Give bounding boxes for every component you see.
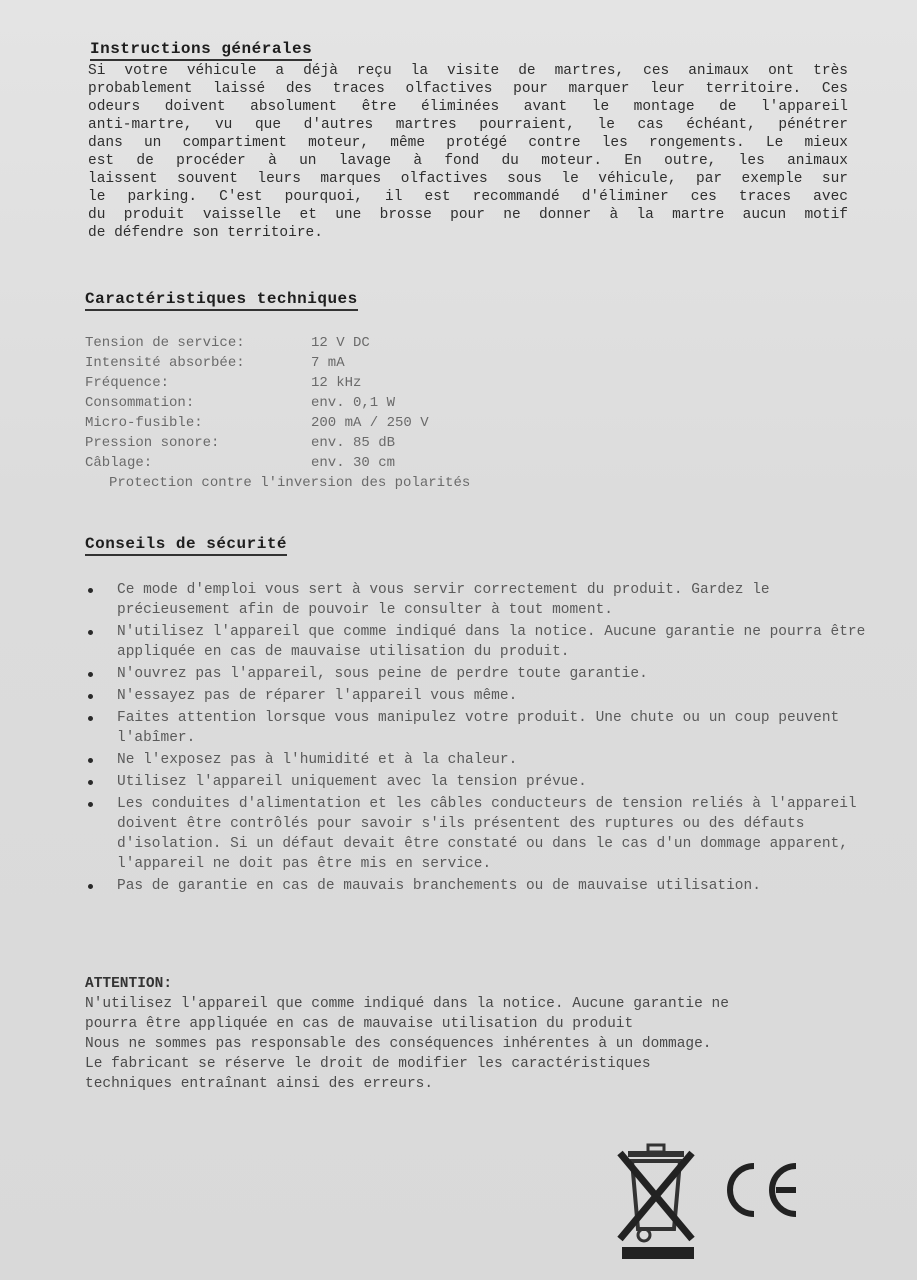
spec-row: [85, 373, 645, 393]
safety-item: Ne l'exposez pas à l'humidité et à la chaleur.: [85, 750, 885, 770]
general-line: est de procéder à un lavage à fond du moteur. En outre, les animaux: [88, 153, 848, 169]
safety-item: Ce mode d'emploi vous sert à vous servir correctement du produit. Gardez le précieusement afin de pouvoir le consulter à tout moment.: [85, 580, 885, 620]
specs-table: [85, 333, 645, 493]
attention-line: Le fabricant se réserve le droit de modifier les caractéristiques: [85, 1056, 651, 1072]
spec-row: [85, 353, 645, 373]
safety-list: [85, 580, 885, 898]
safety-item: Pas de garantie en cas de mauvais branchements ou de mauvaise utilisation.: [85, 876, 885, 896]
spec-label: Pression sonore:: [85, 435, 220, 451]
safety-item: N'essayez pas de réparer l'appareil vous même.: [85, 686, 885, 706]
spec-value: env. 30 cm: [311, 455, 396, 471]
spec-row: [85, 333, 645, 353]
general-instructions-heading: Instructions générales: [90, 40, 312, 61]
general-line: de défendre son territoire.: [88, 225, 323, 241]
spec-label: Micro-fusible:: [85, 415, 203, 431]
spec-label: Consommation:: [85, 395, 195, 411]
attention-line: techniques entraînant ainsi des erreurs.: [85, 1076, 434, 1092]
spec-label: Intensité absorbée:: [85, 355, 245, 371]
crossed-out-wheelie-bin-icon: [614, 1143, 698, 1261]
safety-item: N'utilisez l'appareil que comme indiqué dans la notice. Aucune garantie ne pourra être appliquée en cas de mauvaise utilisation du produit.: [85, 622, 885, 662]
attention-line: N'utilisez l'appareil que comme indiqué dans la notice. Aucune garantie ne: [85, 996, 729, 1012]
spec-value: env. 0,1 W: [311, 395, 396, 411]
general-line: anti-martre, vu que d'autres martres pourraient, le cas échéant, pénétrer: [88, 117, 848, 133]
safety-heading: Conseils de sécurité: [85, 535, 287, 556]
spec-label: Tension de service:: [85, 335, 245, 351]
spec-value: 200 mA / 250 V: [311, 415, 429, 431]
attention-heading: ATTENTION:: [85, 976, 173, 992]
safety-item: Faites attention lorsque vous manipulez votre produit. Une chute ou un coup peuvent l'abîmer.: [85, 708, 885, 748]
general-line: probablement laissé des traces olfactives pour marquer leur territoire. Ces: [88, 81, 848, 97]
spec-row: [85, 453, 645, 473]
safety-item: Les conduites d'alimentation et les câbles conducteurs de tension reliés à l'appareil doivent être contrôlés pour savoir s'ils présentent des ruptures ou des défauts d'isolation. Si un défaut devait être constaté ou dans le cas d'un dommage apparent, l'appareil ne doit pas être mis en service.: [85, 794, 885, 874]
general-line: dans un compartiment moteur, même protégé contre les rongements. Le mieux: [88, 135, 848, 151]
spec-row: [85, 413, 645, 433]
spec-value: 12 V DC: [311, 335, 370, 351]
general-instructions-text: [88, 62, 848, 242]
general-line: laissent souvent leurs marques olfactives sous le véhicule, par exemple sur: [88, 171, 848, 187]
specs-heading: Caractéristiques techniques: [85, 290, 358, 311]
attention-line: pourra être appliquée en cas de mauvaise utilisation du produit: [85, 1016, 634, 1032]
spec-row: [85, 433, 645, 453]
spec-value: 12 kHz: [311, 375, 362, 391]
safety-item: Utilisez l'appareil uniquement avec la tension prévue.: [85, 772, 885, 792]
spec-value: env. 85 dB: [311, 435, 396, 451]
general-line: Si votre véhicule a déjà reçu la visite de martres, ces animaux ont très: [88, 63, 848, 79]
spec-row: [85, 393, 645, 413]
safety-item: N'ouvrez pas l'appareil, sous peine de perdre toute garantie.: [85, 664, 885, 684]
spec-value: 7 mA: [311, 355, 345, 371]
spec-polarity-note: Protection contre l'inversion des polarités: [109, 475, 471, 491]
attention-line: Nous ne sommes pas responsable des conséquences inhérentes à un dommage.: [85, 1036, 712, 1052]
general-line: du produit vaisselle et une brosse pour ne donner à la martre aucun motif: [88, 207, 848, 223]
general-line: le parking. C'est pourquoi, il est recommandé d'éliminer ces traces avec: [88, 189, 848, 205]
ce-mark-icon: [718, 1160, 802, 1220]
spec-label: Câblage:: [85, 455, 153, 471]
general-line: odeurs doivent absolument être éliminées avant le montage de l'appareil: [88, 99, 848, 115]
attention-text: [85, 994, 880, 1094]
spec-label: Fréquence:: [85, 375, 170, 391]
